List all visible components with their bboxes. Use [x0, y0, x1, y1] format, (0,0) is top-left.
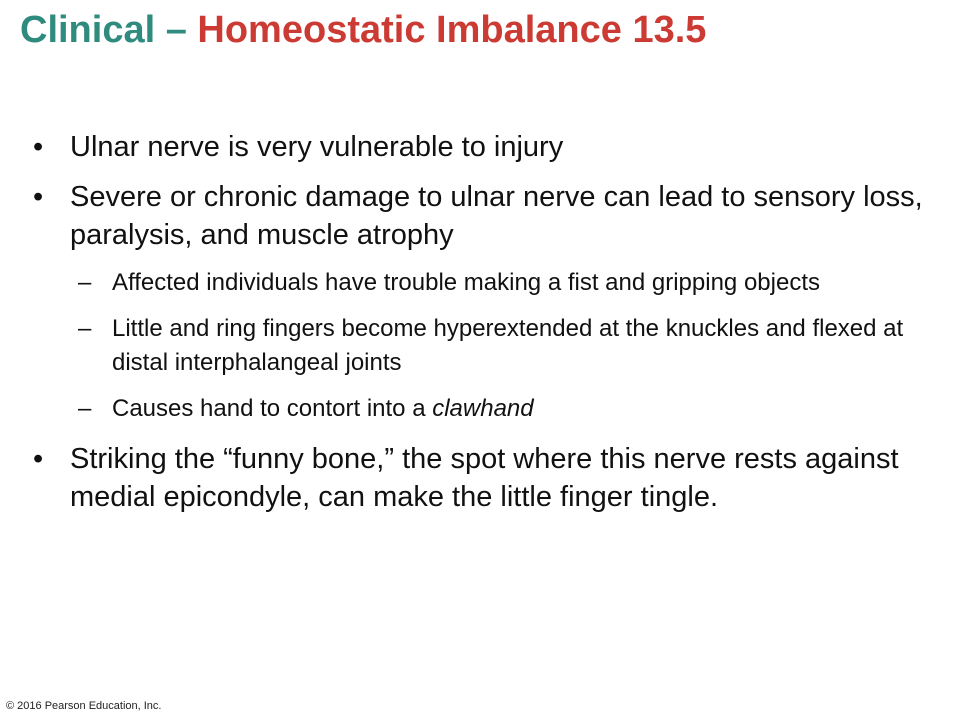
bullet-item	[30, 440, 930, 516]
sub-bullet-text: Little and ring fingers become hyperextended at the knuckles and flexed at distal interphalangeal joints	[112, 315, 904, 376]
title-category: Clinical –	[20, 9, 198, 51]
dash-marker: –	[78, 395, 92, 422]
bullet-item	[30, 178, 930, 254]
clawhand-term: clawhand	[432, 395, 534, 422]
sub-bullet-list	[30, 266, 930, 426]
bullet-marker: •	[33, 443, 44, 475]
slide-title	[20, 8, 706, 52]
bullet-text: Ulnar nerve is very vulnerable to injury	[70, 131, 564, 163]
bullet-text: Severe or chronic damage to ulnar nerve can lead to sensory loss, paralysis, and muscle atrophy	[70, 181, 923, 251]
bullet-text: Striking the “funny bone,” the spot where this nerve rests against medial epicondyle, can make the little finger tingle.	[70, 443, 899, 513]
bullet-marker: •	[33, 181, 44, 213]
dash-marker: –	[78, 315, 92, 342]
bullet-item	[30, 128, 930, 166]
dash-marker: –	[78, 269, 92, 296]
bullet-marker: •	[33, 131, 44, 163]
sub-bullet-item	[30, 392, 930, 426]
sub-bullet-text: Affected individuals have trouble making a fist and gripping objects	[112, 269, 820, 296]
copyright-footer: © 2016 Pearson Education, Inc.	[6, 700, 162, 712]
sub-bullet-item	[30, 266, 930, 300]
title-topic: Homeostatic Imbalance 13.5	[197, 9, 707, 51]
sub-bullet-text: Causes hand to contort into a	[112, 395, 433, 422]
sub-bullet-item	[30, 312, 930, 380]
slide-content	[30, 128, 930, 528]
